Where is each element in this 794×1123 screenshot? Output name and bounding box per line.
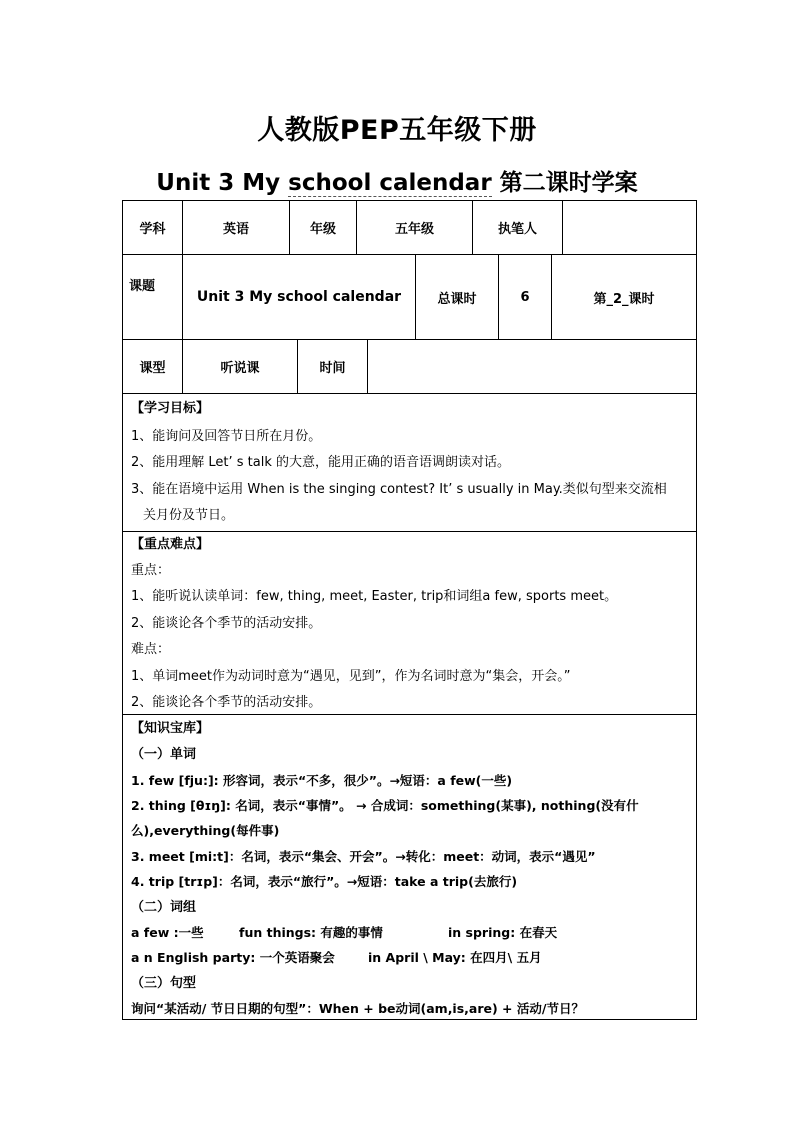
- sentence-pattern: 询问“某活动/ 节日日期的句型”：When + be动词(am,is,are) + 活动/节日？: [131, 1001, 584, 1016]
- lesson-number: 第_2_课时: [593, 291, 655, 307]
- knowledge-heading: 【知识宝库】: [131, 721, 210, 736]
- grade-label: 年级: [290, 201, 357, 254]
- info-row-1: [122, 200, 697, 255]
- goal-line: 1、能询问及回答节日所在月份。: [131, 429, 322, 444]
- knowledge-section: [122, 715, 697, 1020]
- subtitle-suffix: 第二课时学案: [491, 170, 638, 196]
- key-line: 2、能谈论各个季节的活动安排。: [131, 616, 322, 631]
- phrase-item: in April \ May: 在四月\ 五月: [368, 950, 542, 965]
- subject-value: 英语: [183, 201, 290, 254]
- word-entry: 么),everything(每件事): [131, 823, 280, 838]
- subtitle-prefix: Unit 3 My: [156, 170, 289, 196]
- word-entry: 2. thing [θɪŋ]: 名词，表示“事情”。 → 合成词：something(某事), nothing(没有什: [131, 798, 639, 813]
- phrase-item: fun things: 有趣的事情: [239, 925, 383, 940]
- phrase-item: a few :一些: [131, 925, 204, 940]
- key-points-heading: 【重点难点】: [131, 537, 210, 552]
- document-title: 人教版PEP五年级下册: [257, 115, 537, 146]
- topic-value: Unit 3 My school calendar: [183, 255, 416, 339]
- word-entry: 1. few [fju:]: 形容词，表示“不多，很少”。→短语：a few(一些): [131, 773, 513, 788]
- word-entry: 3. meet [mi:t]：名词，表示“集会、开会”。→转化：meet：动词，表示“遇见”: [131, 849, 596, 864]
- time-value: [368, 340, 696, 393]
- subject-label: 学科: [123, 201, 183, 254]
- goal-line: 关月份及节日。: [143, 508, 235, 523]
- total-hours-label: 总课时: [416, 255, 499, 339]
- difficult-label: 难点：: [131, 642, 171, 657]
- document-subtitle: [0, 164, 794, 197]
- lesson-type-value: 听说课: [183, 340, 298, 393]
- time-label: 时间: [298, 340, 368, 393]
- grade-value: 五年级: [357, 201, 473, 254]
- key-line: 1、能听说认读单词：few, thing, meet, Easter, trip和词组a few, sports meet。: [131, 589, 618, 604]
- phrase-item: a n English party: 一个英语聚会: [131, 950, 335, 965]
- total-hours-value: 6: [499, 255, 552, 339]
- words-heading: （一）单词: [131, 747, 197, 762]
- goal-line: 2、能用理解 Let’ s talk 的大意，能用正确的语音语调朗读对话。: [131, 455, 511, 470]
- sentences-heading: （三）句型: [131, 976, 197, 991]
- topic-label: 课题: [123, 255, 183, 339]
- lesson-type-label: 课型: [123, 340, 183, 393]
- goal-line: 3、能在语境中运用 When is the singing contest? It’ s usually in May.类似句型来交流相: [131, 482, 667, 497]
- difficult-line: 1、单词meet作为动词时意为“遇见，见到”，作为名词时意为“集会，开会。”: [131, 669, 571, 684]
- info-row-2: [122, 255, 697, 340]
- phrase-item: in spring: 在春天: [448, 925, 558, 940]
- difficult-line: 2、能谈论各个季节的活动安排。: [131, 695, 322, 710]
- learning-goals-heading: 【学习目标】: [131, 401, 210, 416]
- info-row-3: [122, 340, 697, 394]
- key-label: 重点：: [131, 563, 171, 578]
- subtitle-underlined-text: school calendar: [288, 170, 492, 196]
- author-label: 执笔人: [473, 201, 563, 254]
- phrases-heading: （二）词组: [131, 900, 197, 915]
- author-value: [563, 201, 696, 254]
- word-entry: 4. trip [trɪp]：名词，表示“旅行”。→短语：take a trip(去旅行): [131, 874, 518, 889]
- learning-goals-section: [122, 394, 697, 532]
- key-points-section: [122, 532, 697, 715]
